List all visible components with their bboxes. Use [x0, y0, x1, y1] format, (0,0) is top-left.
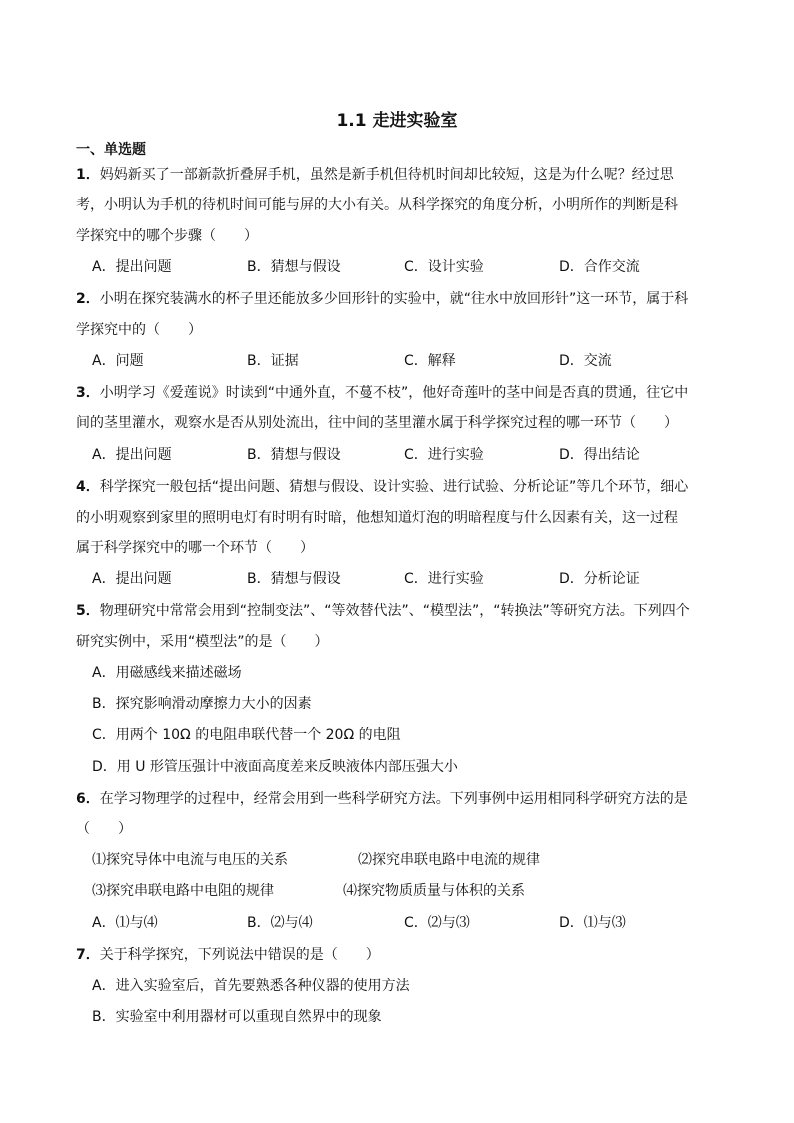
option-b: B．⑵与⑷	[247, 915, 313, 931]
option-b: B．猜想与假设	[247, 259, 341, 275]
question-text: 科学探究一般包括“提出问题、猜想与假设、设计实验、进行试验、分析论证”等几个环节，细心	[99, 479, 689, 495]
option-a: A．提出问题	[92, 571, 172, 587]
question-text: 关于科学探究，下列说法中错误的是（ ）	[99, 947, 380, 963]
option-d: D．合作交流	[559, 259, 640, 275]
option-c: C．进行实验	[404, 571, 484, 587]
question-1-line-1	[76, 165, 674, 185]
question-2-line-1	[76, 289, 688, 309]
question-3-line-1	[76, 383, 688, 403]
option-d: D．交流	[559, 353, 612, 369]
option-b: B．猜想与假设	[247, 447, 341, 463]
question-text: 小明学习《爱莲说》时读到“中通外直，不蔓不枝”，他好奇莲叶的茎中间是否真的贯通，往它中	[99, 385, 689, 401]
question-text: 物理研究中常常会用到“控制变法”、“等效替代法”、“模型法”，“转换法”等研究方法。下列四个	[99, 603, 690, 619]
option-b: B．实验室中利用器材可以重现自然界中的现象	[92, 1009, 382, 1025]
option-a: A．提出问题	[92, 259, 172, 275]
option-a: A．问题	[92, 353, 144, 369]
section-heading: 一、单选题	[76, 142, 146, 158]
question-6-line-1	[76, 789, 688, 809]
question-4-line-2: 的小明观察到家里的照明电灯有时明有时暗，他想知道灯泡的明暗程度与什么因素有关，这一过程	[76, 510, 678, 526]
option-b: B．探究影响滑动摩擦力大小的因素	[92, 696, 312, 712]
question-number: 3．	[76, 385, 100, 401]
question-number: 7．	[76, 947, 100, 963]
question-1-line-2: 考，小明认为手机的待机时间可能与屏的大小有关。从科学探究的角度分析，小明所作的判断是科	[76, 197, 678, 213]
statement-2: ⑵探究串联电路中电流的规律	[358, 852, 540, 868]
question-number: 2．	[76, 291, 100, 307]
option-d: D．⑴与⑶	[559, 915, 626, 931]
statement-3: ⑶探究串联电路中电阻的规律	[92, 883, 274, 899]
option-b: B．证据	[247, 353, 299, 369]
option-a: A．⑴与⑷	[92, 915, 158, 931]
option-c: C．进行实验	[404, 447, 484, 463]
option-d: D．得出结论	[559, 447, 640, 463]
question-text: 小明在探究装满水的杯子里还能放多少回形针的实验中，就“往水中放回形针”这一环节，属于科	[99, 291, 689, 307]
question-5-line-1	[76, 601, 690, 621]
question-6-line-2: （ ）	[76, 821, 132, 837]
option-c: C．解释	[404, 353, 456, 369]
option-a: A．提出问题	[92, 447, 172, 463]
option-d: D．用 U 形管压强计中液面高度差来反映液体内部压强大小	[92, 759, 458, 775]
statement-1: ⑴探究导体中电流与电压的关系	[92, 852, 288, 868]
option-a: A．进入实验室后，首先要熟悉各种仪器的使用方法	[92, 978, 410, 994]
option-d: D．分析论证	[559, 571, 640, 587]
question-number: 5．	[76, 603, 100, 619]
question-1-line-3: 学探究中的哪个步骤（ ）	[76, 228, 258, 244]
option-a: A．用磁感线来描述磁场	[92, 665, 242, 681]
option-c: C．设计实验	[404, 259, 484, 275]
question-4-line-1	[76, 477, 688, 497]
question-text: 妈妈新买了一部新款折叠屏手机，虽然是新手机但待机时间却比较短，这是为什么呢？经过思	[99, 167, 674, 183]
page-title: 1.1 走进实验室	[336, 111, 458, 131]
question-number: 1．	[76, 167, 100, 183]
question-7-line-1	[76, 945, 380, 965]
question-number: 6．	[76, 791, 100, 807]
option-c: C．⑵与⑶	[404, 915, 470, 931]
option-b: B．猜想与假设	[247, 571, 341, 587]
question-5-line-2: 研究实例中，采用“模型法”的是（ ）	[76, 634, 329, 650]
statement-4: ⑷探究物质质量与体积的关系	[343, 883, 525, 899]
question-text: 在学习物理学的过程中，经常会用到一些科学研究方法。下列事例中运用相同科学研究方法的是	[99, 791, 688, 807]
question-2-line-2: 学探究中的（ ）	[76, 322, 202, 338]
question-3-line-2: 间的茎里灌水，观察水是否从别处流出，往中间的茎里灌水属于科学探究过程的哪一环节（ ）	[76, 415, 678, 431]
option-c: C．用两个 10Ω 的电阻串联代替一个 20Ω 的电阻	[92, 727, 401, 743]
question-number: 4．	[76, 479, 100, 495]
question-4-line-3: 属于科学探究中的哪一个环节（ ）	[76, 540, 314, 556]
